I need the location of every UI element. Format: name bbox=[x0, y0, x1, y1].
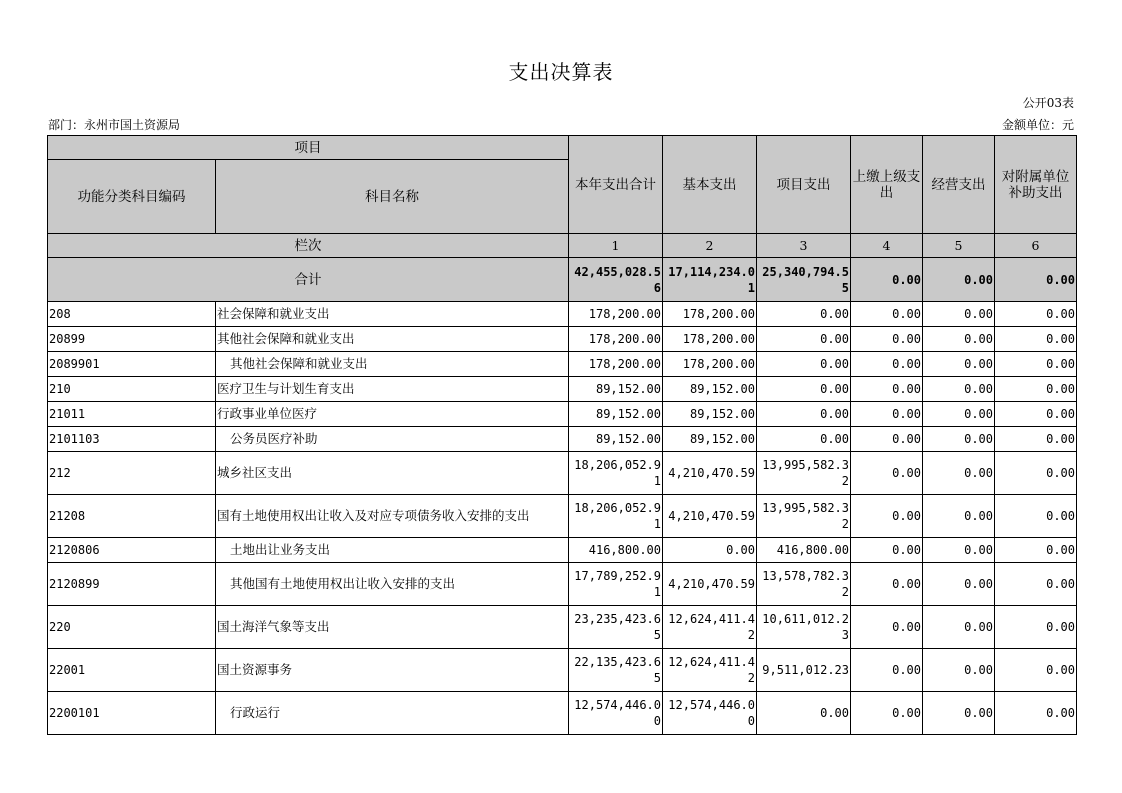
total-value: 0.00 bbox=[923, 258, 995, 302]
table-row bbox=[48, 563, 1077, 606]
amount-cell: 178,200.00 bbox=[663, 327, 757, 352]
amount-cell: 0.00 bbox=[923, 649, 995, 692]
subject-name-cell: 社会保障和就业支出 bbox=[216, 302, 569, 327]
amount-cell: 0.00 bbox=[757, 377, 851, 402]
table-row bbox=[48, 352, 1077, 377]
subject-name-cell: 医疗卫生与计划生育支出 bbox=[216, 377, 569, 402]
amount-cell: 18,206,052.91 bbox=[569, 452, 663, 495]
function-code-cell: 22001 bbox=[48, 649, 216, 692]
amount-cell: 0.00 bbox=[663, 538, 757, 563]
amount-cell: 0.00 bbox=[851, 649, 923, 692]
report-title: 支出决算表 bbox=[508, 60, 614, 84]
amount-cell: 178,200.00 bbox=[569, 352, 663, 377]
subject-name-cell: 国有土地使用权出让收入及对应专项债务收入安排的支出 bbox=[216, 495, 569, 538]
total-value: 0.00 bbox=[995, 258, 1077, 302]
amount-cell: 0.00 bbox=[757, 427, 851, 452]
function-code-cell: 208 bbox=[48, 302, 216, 327]
amount-cell: 12,574,446.00 bbox=[569, 692, 663, 735]
amount-cell: 0.00 bbox=[851, 538, 923, 563]
table-row bbox=[48, 377, 1077, 402]
subject-name-cell: 行政运行 bbox=[216, 692, 569, 735]
amount-cell: 0.00 bbox=[995, 402, 1077, 427]
header-seq-label: 栏次 bbox=[48, 234, 569, 258]
function-code-cell: 20899 bbox=[48, 327, 216, 352]
amount-cell: 12,574,446.00 bbox=[663, 692, 757, 735]
amount-cell: 0.00 bbox=[851, 692, 923, 735]
subject-name-cell: 国土海洋气象等支出 bbox=[216, 606, 569, 649]
function-code-cell: 2101103 bbox=[48, 427, 216, 452]
amount-cell: 4,210,470.59 bbox=[663, 452, 757, 495]
seq-cell: 1 bbox=[569, 234, 663, 258]
header-project: 项目 bbox=[48, 136, 569, 160]
function-code-cell: 212 bbox=[48, 452, 216, 495]
amount-cell: 0.00 bbox=[995, 649, 1077, 692]
amount-cell: 0.00 bbox=[923, 606, 995, 649]
header-basic: 基本支出 bbox=[663, 136, 757, 234]
form-number: 公开03表 bbox=[1022, 96, 1074, 110]
header-business: 经营支出 bbox=[923, 136, 995, 234]
amount-cell: 178,200.00 bbox=[569, 302, 663, 327]
total-value: 25,340,794.55 bbox=[757, 258, 851, 302]
amount-cell: 0.00 bbox=[757, 692, 851, 735]
amount-cell: 0.00 bbox=[923, 563, 995, 606]
table-row bbox=[48, 495, 1077, 538]
amount-cell: 0.00 bbox=[851, 427, 923, 452]
amount-cell: 9,511,012.23 bbox=[757, 649, 851, 692]
amount-cell: 416,800.00 bbox=[569, 538, 663, 563]
amount-cell: 89,152.00 bbox=[663, 402, 757, 427]
table-row bbox=[48, 452, 1077, 495]
amount-cell: 13,995,582.32 bbox=[757, 452, 851, 495]
amount-cell: 0.00 bbox=[995, 563, 1077, 606]
function-code-cell: 21011 bbox=[48, 402, 216, 427]
function-code-cell: 21208 bbox=[48, 495, 216, 538]
seq-cell: 2 bbox=[663, 234, 757, 258]
function-code-cell: 2120806 bbox=[48, 538, 216, 563]
amount-cell: 0.00 bbox=[995, 327, 1077, 352]
amount-cell: 0.00 bbox=[995, 352, 1077, 377]
amount-cell: 0.00 bbox=[851, 352, 923, 377]
amount-cell: 12,624,411.42 bbox=[663, 606, 757, 649]
total-row bbox=[48, 258, 1077, 302]
amount-cell: 0.00 bbox=[757, 327, 851, 352]
amount-cell: 0.00 bbox=[923, 538, 995, 563]
amount-cell: 0.00 bbox=[995, 302, 1077, 327]
seq-cell: 3 bbox=[757, 234, 851, 258]
amount-cell: 0.00 bbox=[923, 495, 995, 538]
amount-cell: 0.00 bbox=[923, 302, 995, 327]
amount-cell: 0.00 bbox=[995, 495, 1077, 538]
table-row bbox=[48, 606, 1077, 649]
amount-cell: 0.00 bbox=[923, 352, 995, 377]
amount-unit-label: 金额单位：元 bbox=[1001, 118, 1074, 132]
amount-cell: 0.00 bbox=[923, 327, 995, 352]
total-value: 0.00 bbox=[851, 258, 923, 302]
amount-cell: 0.00 bbox=[995, 452, 1077, 495]
header-subsidy: 对附属单位补助支出 bbox=[995, 136, 1077, 234]
department-label: 部门：永州市国土资源局 bbox=[48, 118, 181, 132]
total-label: 合计 bbox=[48, 258, 569, 302]
amount-cell: 178,200.00 bbox=[569, 327, 663, 352]
table-row bbox=[48, 692, 1077, 735]
total-value: 42,455,028.56 bbox=[569, 258, 663, 302]
amount-cell: 12,624,411.42 bbox=[663, 649, 757, 692]
amount-cell: 0.00 bbox=[923, 692, 995, 735]
amount-cell: 17,789,252.91 bbox=[569, 563, 663, 606]
amount-cell: 0.00 bbox=[923, 452, 995, 495]
amount-cell: 416,800.00 bbox=[757, 538, 851, 563]
amount-cell: 0.00 bbox=[851, 402, 923, 427]
amount-cell: 0.00 bbox=[851, 327, 923, 352]
amount-cell: 89,152.00 bbox=[663, 427, 757, 452]
amount-cell: 0.00 bbox=[851, 495, 923, 538]
function-code-cell: 2200101 bbox=[48, 692, 216, 735]
function-code-cell: 2120899 bbox=[48, 563, 216, 606]
seq-cell: 4 bbox=[851, 234, 923, 258]
table-row bbox=[48, 649, 1077, 692]
amount-cell: 0.00 bbox=[995, 606, 1077, 649]
amount-cell: 89,152.00 bbox=[569, 402, 663, 427]
amount-cell: 0.00 bbox=[851, 563, 923, 606]
amount-cell: 0.00 bbox=[995, 427, 1077, 452]
header-code: 功能分类科目编码 bbox=[48, 160, 216, 234]
amount-cell: 0.00 bbox=[995, 377, 1077, 402]
amount-cell: 0.00 bbox=[923, 402, 995, 427]
subject-name-cell: 土地出让业务支出 bbox=[216, 538, 569, 563]
function-code-cell: 210 bbox=[48, 377, 216, 402]
amount-cell: 18,206,052.91 bbox=[569, 495, 663, 538]
header-upper: 上缴上级支出 bbox=[851, 136, 923, 234]
function-code-cell: 2089901 bbox=[48, 352, 216, 377]
expenditure-table bbox=[47, 135, 1077, 735]
subject-name-cell: 公务员医疗补助 bbox=[216, 427, 569, 452]
amount-cell: 13,578,782.32 bbox=[757, 563, 851, 606]
subject-name-cell: 国土资源事务 bbox=[216, 649, 569, 692]
amount-cell: 4,210,470.59 bbox=[663, 495, 757, 538]
subject-name-cell: 其他社会保障和就业支出 bbox=[216, 327, 569, 352]
amount-cell: 10,611,012.23 bbox=[757, 606, 851, 649]
amount-cell: 22,135,423.65 bbox=[569, 649, 663, 692]
amount-cell: 0.00 bbox=[757, 402, 851, 427]
table-row bbox=[48, 402, 1077, 427]
amount-cell: 0.00 bbox=[851, 606, 923, 649]
amount-cell: 0.00 bbox=[757, 352, 851, 377]
amount-cell: 89,152.00 bbox=[569, 427, 663, 452]
amount-cell: 0.00 bbox=[923, 427, 995, 452]
amount-cell: 4,210,470.59 bbox=[663, 563, 757, 606]
table-row bbox=[48, 427, 1077, 452]
amount-cell: 89,152.00 bbox=[663, 377, 757, 402]
seq-cell: 5 bbox=[923, 234, 995, 258]
table-row bbox=[48, 538, 1077, 563]
amount-cell: 0.00 bbox=[851, 302, 923, 327]
total-value: 17,114,234.01 bbox=[663, 258, 757, 302]
amount-cell: 0.00 bbox=[851, 452, 923, 495]
header-name: 科目名称 bbox=[216, 160, 569, 234]
amount-cell: 89,152.00 bbox=[569, 377, 663, 402]
table-row bbox=[48, 327, 1077, 352]
amount-cell: 0.00 bbox=[995, 692, 1077, 735]
amount-cell: 178,200.00 bbox=[663, 302, 757, 327]
amount-cell: 178,200.00 bbox=[663, 352, 757, 377]
table-row bbox=[48, 302, 1077, 327]
amount-cell: 0.00 bbox=[995, 538, 1077, 563]
seq-cell: 6 bbox=[995, 234, 1077, 258]
amount-cell: 23,235,423.65 bbox=[569, 606, 663, 649]
subject-name-cell: 其他国有土地使用权出让收入安排的支出 bbox=[216, 563, 569, 606]
header-project-expense: 项目支出 bbox=[757, 136, 851, 234]
header-total: 本年支出合计 bbox=[569, 136, 663, 234]
subject-name-cell: 城乡社区支出 bbox=[216, 452, 569, 495]
function-code-cell: 220 bbox=[48, 606, 216, 649]
amount-cell: 13,995,582.32 bbox=[757, 495, 851, 538]
subject-name-cell: 行政事业单位医疗 bbox=[216, 402, 569, 427]
amount-cell: 0.00 bbox=[923, 377, 995, 402]
amount-cell: 0.00 bbox=[851, 377, 923, 402]
subject-name-cell: 其他社会保障和就业支出 bbox=[216, 352, 569, 377]
amount-cell: 0.00 bbox=[757, 302, 851, 327]
